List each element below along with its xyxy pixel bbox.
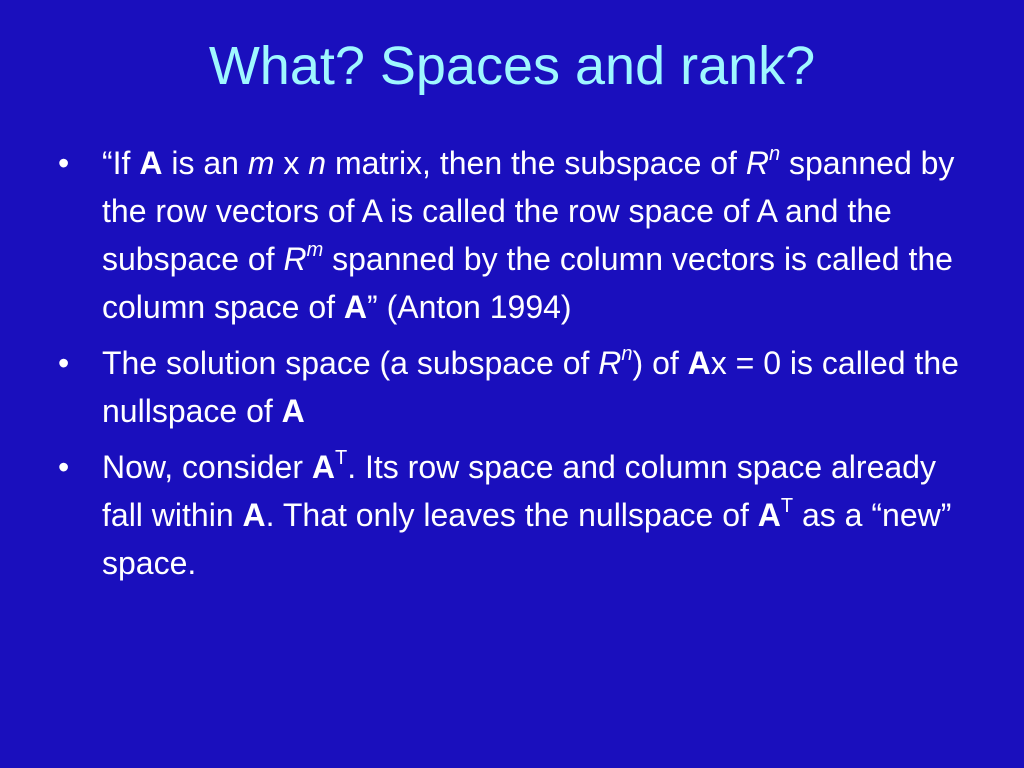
bullet-dot: • — [58, 449, 70, 485]
bold-text: A — [311, 449, 335, 485]
bullet-item — [58, 139, 978, 331]
text-segment: spanned by the column vectors is called the column space of — [102, 241, 953, 325]
italic-text: n — [308, 145, 327, 181]
italic-text: R — [745, 145, 769, 181]
bullet-list — [58, 139, 978, 595]
bullet-text — [102, 449, 951, 581]
text-segment: x — [274, 145, 309, 181]
superscript: n — [768, 143, 781, 166]
text-segment: x = 0 is called the nullspace of — [102, 345, 959, 429]
bold-text: A — [281, 393, 305, 429]
text-segment: as a “new” space. — [102, 497, 952, 581]
text-segment: ) of — [632, 345, 688, 381]
italic-text: R — [598, 345, 622, 381]
bullet-dot: • — [58, 145, 70, 181]
superscript: n — [621, 343, 633, 366]
bold-text: A — [242, 497, 266, 533]
text-segment: The solution space (a subspace of — [102, 345, 599, 381]
text-segment: matrix, then the subspace of — [326, 145, 746, 181]
superscript: m — [306, 239, 324, 262]
bullet-dot: • — [58, 345, 70, 381]
bold-text: A — [687, 345, 711, 381]
bullet-item — [58, 443, 978, 587]
bullet-text — [102, 345, 959, 429]
italic-text: m — [247, 145, 275, 181]
text-segment: Now, consider — [102, 449, 312, 485]
slide-title: What? Spaces and rank? — [208, 36, 816, 96]
superscript: T — [334, 447, 348, 470]
bullet-text — [102, 145, 954, 325]
text-segment: “If — [102, 145, 140, 181]
text-segment: spanned by the row vectors of A is called the row space of A and the subspace of — [102, 145, 955, 277]
text-segment: . That only leaves the nullspace of — [265, 497, 758, 533]
italic-text: R — [283, 241, 307, 277]
text-segment: ” (Anton 1994) — [367, 289, 572, 325]
text-segment: . Its row space and column space already fall within — [102, 449, 936, 533]
bold-text: A — [139, 145, 163, 181]
bold-text: A — [343, 289, 368, 325]
bold-text: A — [757, 497, 781, 533]
text-segment: is an — [162, 145, 248, 181]
bullet-item — [58, 339, 978, 435]
superscript: T — [780, 495, 794, 518]
